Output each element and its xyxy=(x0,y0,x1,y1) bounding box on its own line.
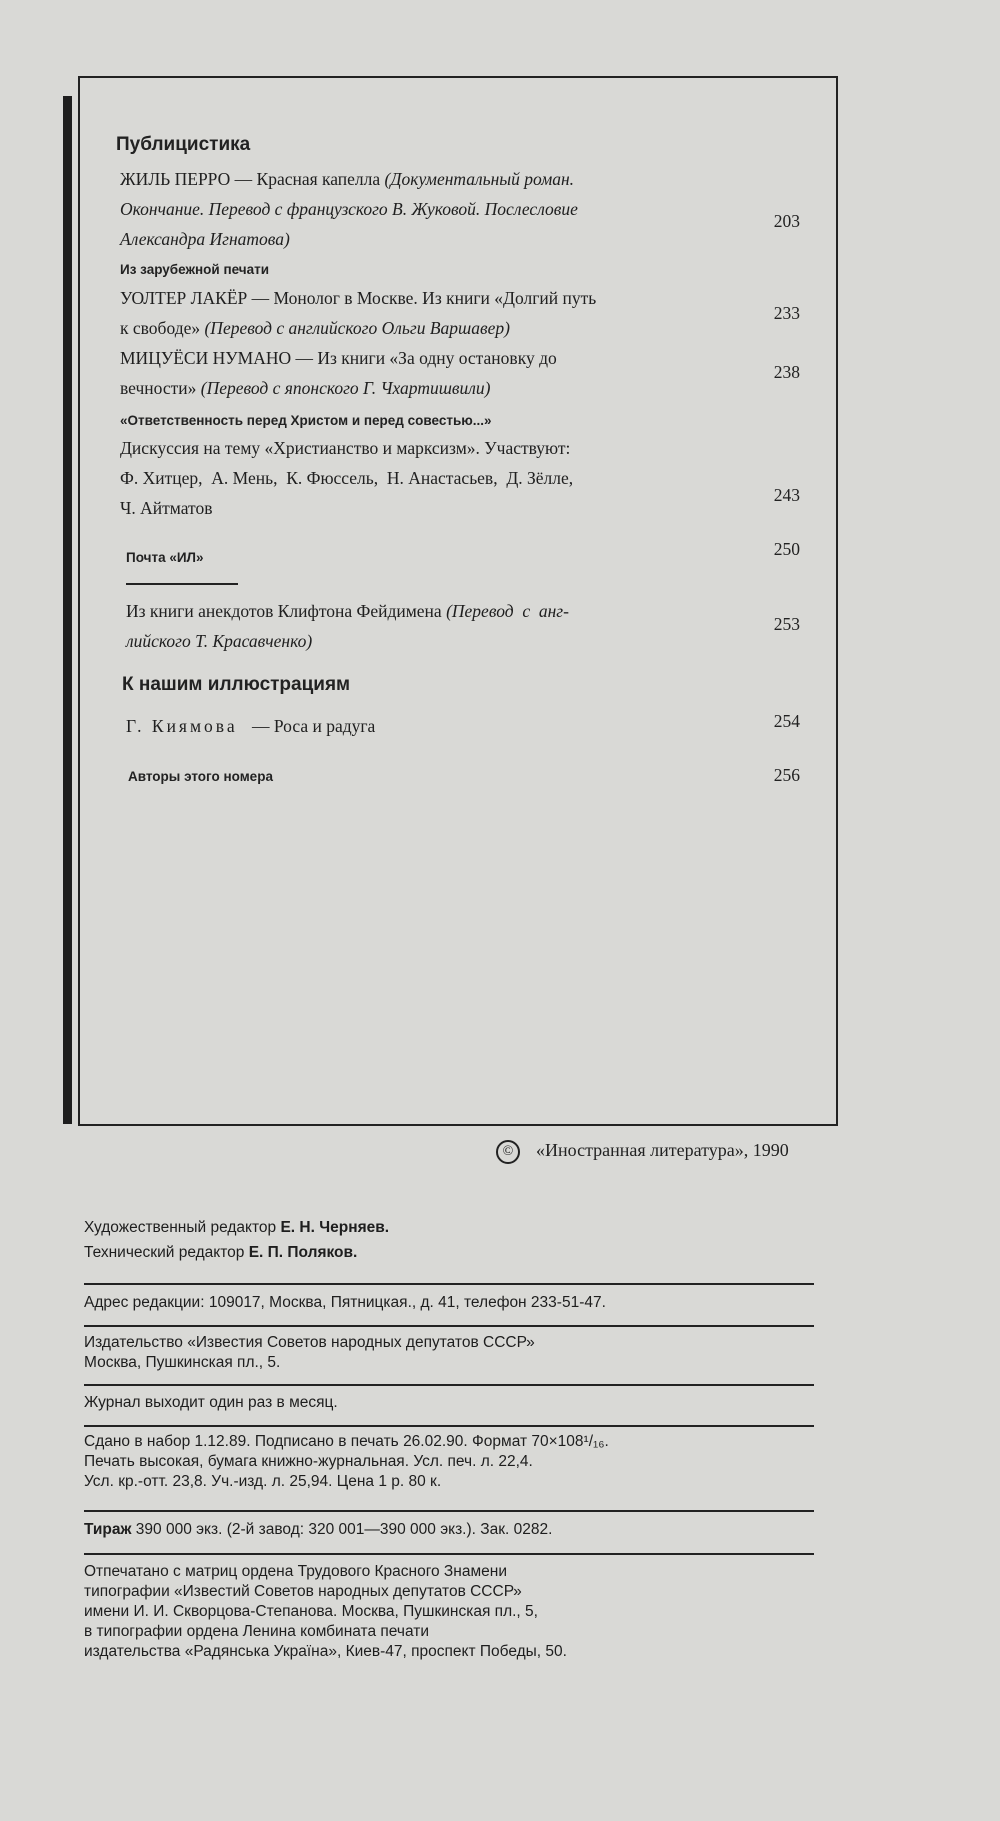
toc-divider xyxy=(126,583,238,585)
entry-note: (Перевод с английского Ольги Варшавер) xyxy=(204,318,510,338)
publisher-line2: Москва, Пушкинская пл., 5. xyxy=(84,1354,281,1371)
tech-editor-label: Технический редактор xyxy=(84,1244,249,1261)
toc-entry-discussion xyxy=(120,433,740,523)
copyright-icon: © xyxy=(496,1140,520,1164)
entry-note: (Перевод с японского Г. Чхартишвили) xyxy=(200,378,491,398)
entry-title: Из книги анекдотов Клифтона Фейдимена xyxy=(126,601,447,621)
art-editor-label: Художественный редактор xyxy=(84,1219,281,1236)
imprint-address: Адрес редакции: 109017, Москва, Пятницкая., д. 41, телефон 233-51-47. xyxy=(84,1294,606,1311)
imprint-frequency: Журнал выходит один раз в месяц. xyxy=(84,1394,338,1411)
toc-entry-laqueur-line2 xyxy=(120,313,740,343)
entry-title: к свободе» xyxy=(120,318,205,338)
printed-by-line3: имени И. И. Скворцова-Степанова. Москва, Пушкинская пл., 5, xyxy=(84,1603,538,1620)
toc-page-number: 250 xyxy=(773,539,800,559)
entry-note: (Перевод с анг- xyxy=(446,601,569,621)
art-editor-name: Е. Н. Черняев. xyxy=(280,1219,390,1236)
entry-note: (Документальный роман. xyxy=(384,169,575,189)
print-run-text: 390 000 экз. (2-й завод: 320 001—390 000 экз.). Зак. 0282. xyxy=(135,1521,553,1538)
entry-note: Александра Игнатова) xyxy=(120,229,290,249)
toc-entry-laqueur-line1: УОЛТЕР ЛАКЁР — Монолог в Москве. Из книги «Долгий путь xyxy=(120,288,597,308)
publisher-line1: Издательство «Известия Советов народных депутатов СССР» xyxy=(84,1334,535,1351)
toc-section-publicistika: Публицистика xyxy=(116,134,251,155)
toc-page-number: 233 xyxy=(773,303,800,323)
imprint-editors xyxy=(84,1218,814,1263)
toc-entry-numano xyxy=(120,343,740,403)
toc-entry-discussion-line1: Дискуссия на тему «Христианство и марксизм». Участвуют: xyxy=(120,438,571,458)
toc-entry-perrault-line3 xyxy=(120,224,740,254)
printed-by-line1: Отпечатано с матриц ордена Трудового Красного Знамени xyxy=(84,1563,507,1580)
toc-entry-laqueur xyxy=(120,283,740,343)
toc-spine-bar xyxy=(63,96,72,1124)
entry-note: лийского Т. Красавченко) xyxy=(126,631,313,651)
imprint-print-details xyxy=(84,1432,814,1492)
toc-section-illustrations: К нашим иллюстрациям xyxy=(122,674,351,695)
toc-page-number: 254 xyxy=(773,711,800,731)
entry-title: — Роса и радуга xyxy=(251,716,376,736)
imprint-divider xyxy=(84,1325,814,1327)
printed-by-line4: в типографии ордена Ленина комбината печати xyxy=(84,1623,430,1640)
toc-page-number: 203 xyxy=(773,211,800,231)
toc-entry-anecdotes-line1 xyxy=(126,596,740,626)
imprint-printed-by xyxy=(84,1562,814,1662)
toc-entry-perrault xyxy=(120,164,740,254)
toc-entry-numano-line2 xyxy=(120,373,740,403)
entry-author: Г. Киямова xyxy=(126,716,238,736)
print-details-line3: Усл. кр.-отт. 23,8. Уч.-изд. л. 25,94. Цена 1 р. 80 к. xyxy=(84,1473,442,1490)
toc-subsection-mail: Почта «ИЛ» xyxy=(126,550,204,565)
copyright-line xyxy=(496,1140,789,1164)
toc-page-number: 253 xyxy=(773,614,800,634)
toc-subsection-responsibility: «Ответственность перед Христом и перед совестью...» xyxy=(120,413,492,428)
tech-editor-name: Е. П. Поляков. xyxy=(248,1244,358,1261)
toc-entry-discussion-line3: Ч. Айтматов xyxy=(120,498,213,518)
toc-page-number: 243 xyxy=(773,485,800,505)
entry-title: вечности» xyxy=(120,378,201,398)
toc-entry-numano-line1: МИЦУЁСИ НУМАНО — Из книги «За одну остановку до xyxy=(120,348,557,368)
toc-subsection-foreign-press: Из зарубежной печати xyxy=(120,262,270,277)
entry-note: Окончание. Перевод с французского В. Жуковой. Послесловие xyxy=(120,199,578,219)
toc-entry-kiyamova xyxy=(126,711,740,741)
imprint-divider xyxy=(84,1384,814,1386)
tech-editor-line xyxy=(84,1243,814,1263)
print-details-line2: Печать высокая, бумага книжно-журнальная. Усл. печ. л. 22,4. xyxy=(84,1453,533,1470)
copyright-text: «Иностранная литература», 1990 xyxy=(536,1140,789,1161)
imprint-print-run xyxy=(84,1520,814,1540)
print-run-label: Тираж xyxy=(84,1521,136,1538)
toc-subsection-authors: Авторы этого номера xyxy=(128,769,273,784)
toc-page-number: 238 xyxy=(773,362,800,382)
printed-by-line2: типографии «Известий Советов народных депутатов СССР» xyxy=(84,1583,522,1600)
toc-entry-perrault-line1 xyxy=(120,164,740,194)
imprint-divider xyxy=(84,1283,814,1285)
imprint-publisher xyxy=(84,1333,814,1373)
print-details-line1: Сдано в набор 1.12.89. Подписано в печать 26.02.90. Формат 70×108¹/₁₆. xyxy=(84,1433,609,1450)
entry-title: — Красная капелла xyxy=(230,169,385,189)
toc-entry-perrault-line2 xyxy=(120,194,740,224)
toc-entry-anecdotes xyxy=(126,596,740,656)
printed-by-line5: издательства «Радянська Україна», Киев-47, проспект Победы, 50. xyxy=(84,1643,567,1660)
imprint-divider xyxy=(84,1553,814,1555)
imprint-divider xyxy=(84,1425,814,1427)
imprint-divider xyxy=(84,1510,814,1512)
toc-page-number: 256 xyxy=(773,765,800,785)
entry-author: ЖИЛЬ ПЕРРО xyxy=(120,169,231,189)
art-editor-line xyxy=(84,1218,814,1238)
toc-entry-discussion-line2: Ф. Хитцер, А. Мень, К. Фюссель, Н. Анастасьев, Д. Зёлле, xyxy=(120,468,574,488)
toc-entry-anecdotes-line2 xyxy=(126,626,740,656)
